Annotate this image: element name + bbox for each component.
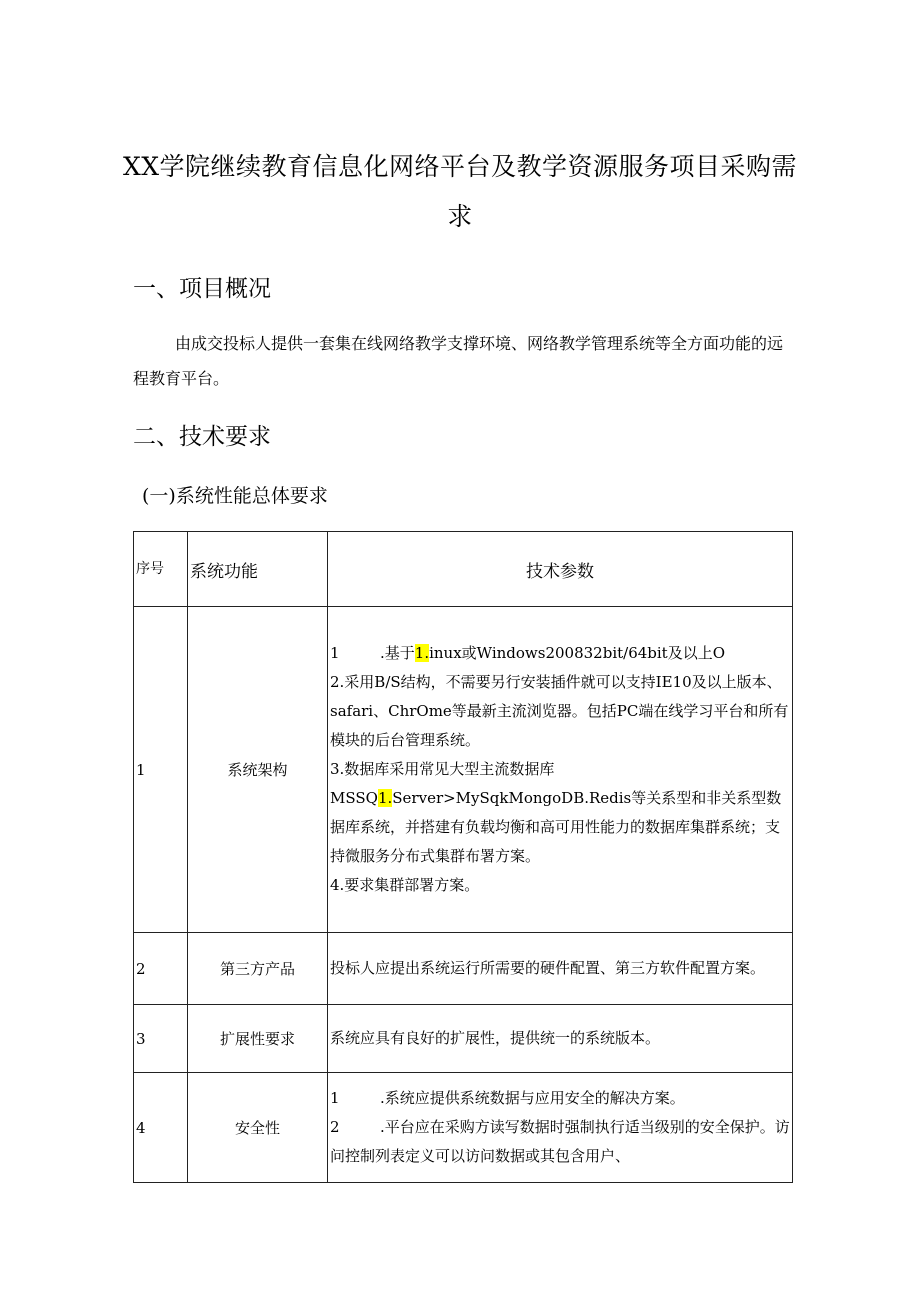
row-function: 安全性 [188,1073,328,1183]
row-function: 第三方产品 [188,933,328,1005]
section-heading-overview: 一、项目概况 [133,276,271,302]
table-row [134,1005,793,1073]
param-line: 2 .平台应在采购方读写数据时强制执行适当级别的安全保护。访问控制列表定义可以访问数据或其包含用户、 [330,1118,790,1165]
row-param: 系统应具有良好的扩展性，提供统一的系统版本。 [328,1005,793,1073]
param-line: MSSQ1.Server>MySqkMongoDB.Redis等关系型和非关系型数据库系统，并搭建有负载均衡和高可用性能力的数据库集群系统；支持微服务分布式集群布署方案。 [330,789,782,865]
highlight-mark: 1. [414,644,430,662]
header-function: 系统功能 [188,532,328,607]
param-line: 3.数据库采用常见大型主流数据库 [330,760,555,778]
header-param: 技术参数 [328,532,793,607]
row-param [328,607,793,933]
document-title: XX学院继续教育信息化网络平台及教学资源服务项目采购需求 [122,152,798,231]
row-no: 4 [134,1073,188,1183]
param-line: 2.采用B/S结构，不需要另行安装插件就可以支持IE10及以上版本、safari、ChrOme等最新主流浏览器。包括PC端在线学习平台和所有模块的后台管理系统。 [330,673,789,749]
row-param [328,1073,793,1183]
row-no: 2 [134,933,188,1005]
param-line: 4.要求集群部署方案。 [330,876,480,894]
highlight-mark: 1. [377,789,393,807]
section-heading-technical: 二、技术要求 [133,424,271,450]
requirements-table [133,531,793,1183]
table-header-row [134,532,793,607]
table-row [134,933,793,1005]
row-function: 系统架构 [188,607,328,933]
row-no: 1 [134,607,188,933]
row-function: 扩展性要求 [188,1005,328,1073]
table-row [134,607,793,933]
row-param: 投标人应提出系统运行所需要的硬件配置、第三方软件配置方案。 [328,933,793,1005]
table-row [134,1073,793,1183]
row-no: 3 [134,1005,188,1073]
param-line: 1 .系统应提供系统数据与应用安全的解决方案。 [330,1089,685,1107]
param-line: 1 .基于1.inux或Windows200832bit/64bit及以上O [330,644,726,662]
header-no: 序号 [134,532,188,607]
overview-paragraph: 由成交投标人提供一套集在线网络教学支撑环境、网络教学管理系统等全方面功能的远程教育平台。 [133,334,784,388]
subsection-heading-performance: (一)系统性能总体要求 [142,485,328,507]
